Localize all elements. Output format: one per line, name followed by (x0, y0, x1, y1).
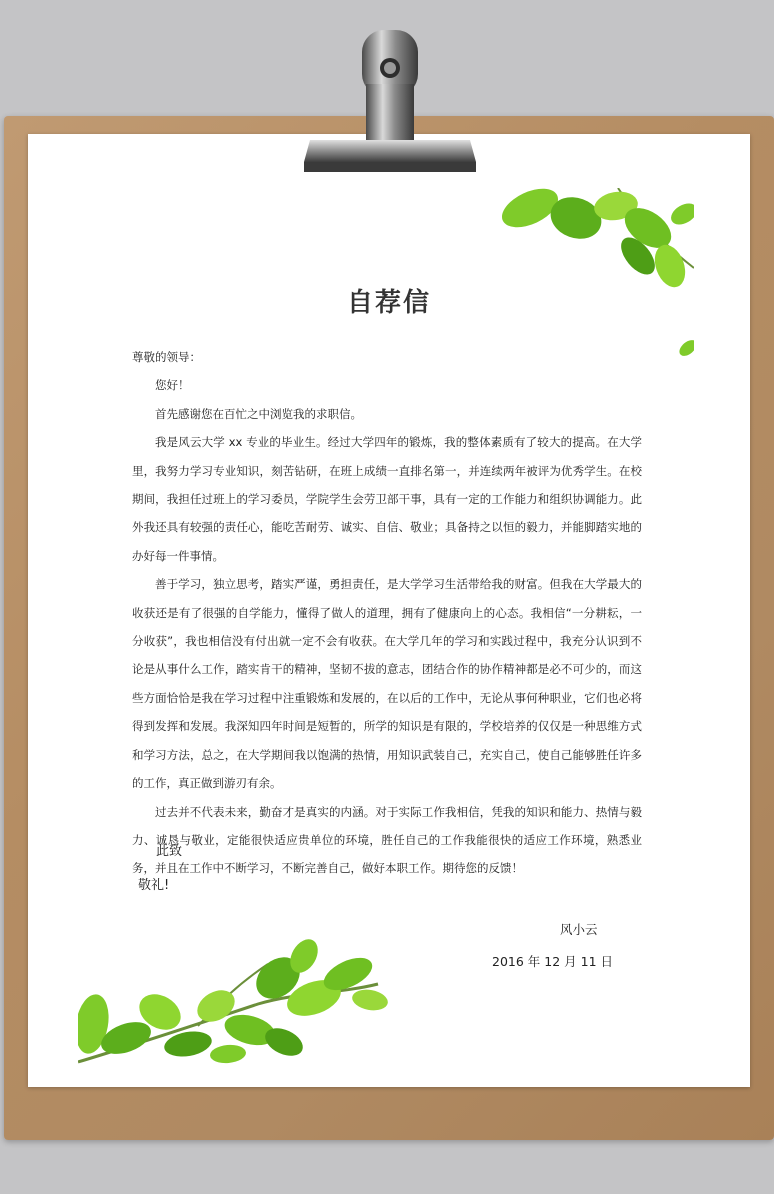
signature-name: 风小云 (560, 922, 598, 937)
paragraph: 我是风云大学 xx 专业的毕业生。经过大学四年的锻炼，我的整体素质有了较大的提高。在大学里，我努力学习专业知识，刻苦钻研，在班上成绩一直排名第一，并连续两年被评为优秀学生。在校期间，我担任过班上的学习委员，学院学生会劳卫部干事，具有一定的工作能力和组织协调能力。此外我还具有较强的责任心，能吃苦耐劳、诚实、自信、敬业；具备持之以恒的毅力，并能脚踏实地的办好每一件事情。 (132, 435, 642, 563)
paragraph: 过去并不代表未来，勤奋才是真实的内涵。对于实际工作我相信，凭我的知识和能力、热情与毅力、诚恳与敬业，定能很快适应贵单位的环境，胜任自己的工作我能很快的适应工作环境，熟悉业务，并且在工作中不断学习，不断完善自己，做好本职工作。期待您的反馈！ (132, 804, 642, 876)
leaf-branch-icon (78, 934, 388, 1064)
greeting: 您好！ (155, 378, 190, 393)
closing-line: 此致 (156, 844, 183, 859)
letter-body (132, 343, 642, 883)
salutation: 尊敬的领导： (132, 350, 201, 364)
leaf-branch-icon (498, 188, 694, 358)
paragraph: 首先感谢您在百忙之中浏览我的求职信。 (155, 406, 362, 421)
paragraph: 善于学习，独立思考，踏实严谨，勇担责任，是大学学习生活带给我的财富。但我在大学最大的收获还是有了很强的自学能力，懂得了做人的道理，拥有了健康向上的心态。我相信“一分耕耘，一分收获”，我也相信没有付出就一定不会有收获。在大学几年的学习和实践过程中，我充分认识到不论是从事什么工作，踏实肯干的精神，坚韧不拔的意志，团结合作的协作精神都是必不可少的，而这些方面恰恰是我在学习过程中注重锻炼和发展的，在以后的工作中，无论从事何种职业，它们也必将得到发挥和发展。我深知四年时间是短暂的，所学的知识是有限的，学校培养的仅仅是一种思维方式和学习方法，总之，在大学期间我以饱满的热情，用知识武装自己，充实自己，使自己能够胜任许多的工作，真正做到游刃有余。 (132, 577, 642, 791)
binder-clip-icon (290, 22, 490, 182)
signature-date: 2016 年 12 月 11 日 (492, 954, 613, 969)
page-title: 自荐信 (346, 288, 431, 318)
letter-paper (28, 134, 750, 1087)
closing-salute: 敬礼! (138, 878, 170, 893)
